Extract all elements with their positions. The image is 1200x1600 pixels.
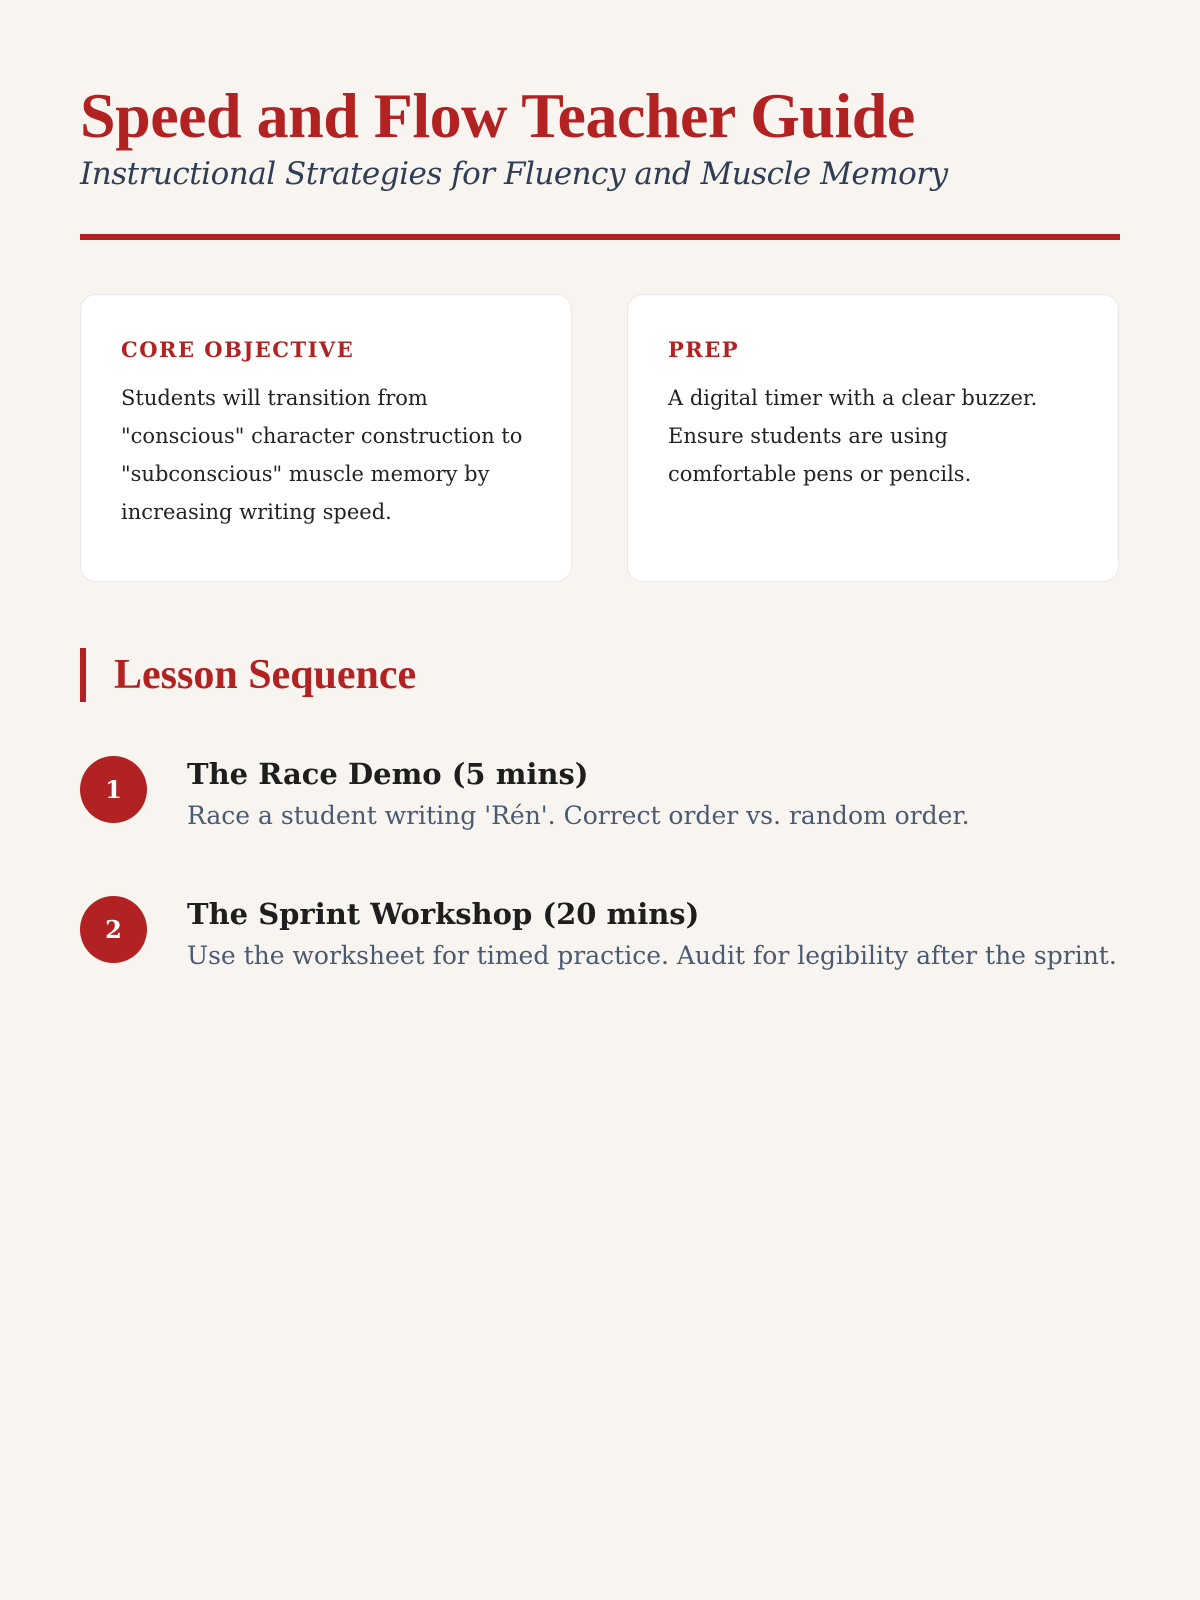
step-description: Race a student writing 'Rén'. Correct order vs. random order. <box>187 801 970 830</box>
lesson-sequence-title: Lesson Sequence <box>114 652 417 698</box>
page-header <box>80 78 1120 194</box>
prep-text: A digital timer with a clear buzzer. Ensure students are using comfortable pens or pencils. <box>668 386 1038 486</box>
step-description: Use the worksheet for timed practice. Audit for legibility after the sprint. <box>187 941 1117 970</box>
step-body <box>187 894 1127 976</box>
page-title: Speed and Flow Teacher Guide <box>80 80 915 151</box>
prep-card <box>627 294 1119 582</box>
core-objective-card <box>80 294 572 582</box>
step-title: The Race Demo (5 mins) <box>187 757 589 791</box>
header-divider <box>80 234 1120 240</box>
step-body <box>187 754 1127 836</box>
lesson-sequence-heading <box>80 648 416 702</box>
page-subtitle: Instructional Strategies for Fluency and Muscle Memory <box>80 156 948 192</box>
step-title: The Sprint Workshop (20 mins) <box>187 897 700 931</box>
core-objective-label: CORE OBJECTIVE <box>121 337 355 362</box>
step-number-badge: 1 <box>80 756 147 823</box>
prep-label: PREP <box>668 337 740 362</box>
step-number-badge: 2 <box>80 896 147 963</box>
core-objective-text: Students will transition from "conscious" character construction to "subconscious" muscle memory by increasing writing speed. <box>121 386 523 524</box>
